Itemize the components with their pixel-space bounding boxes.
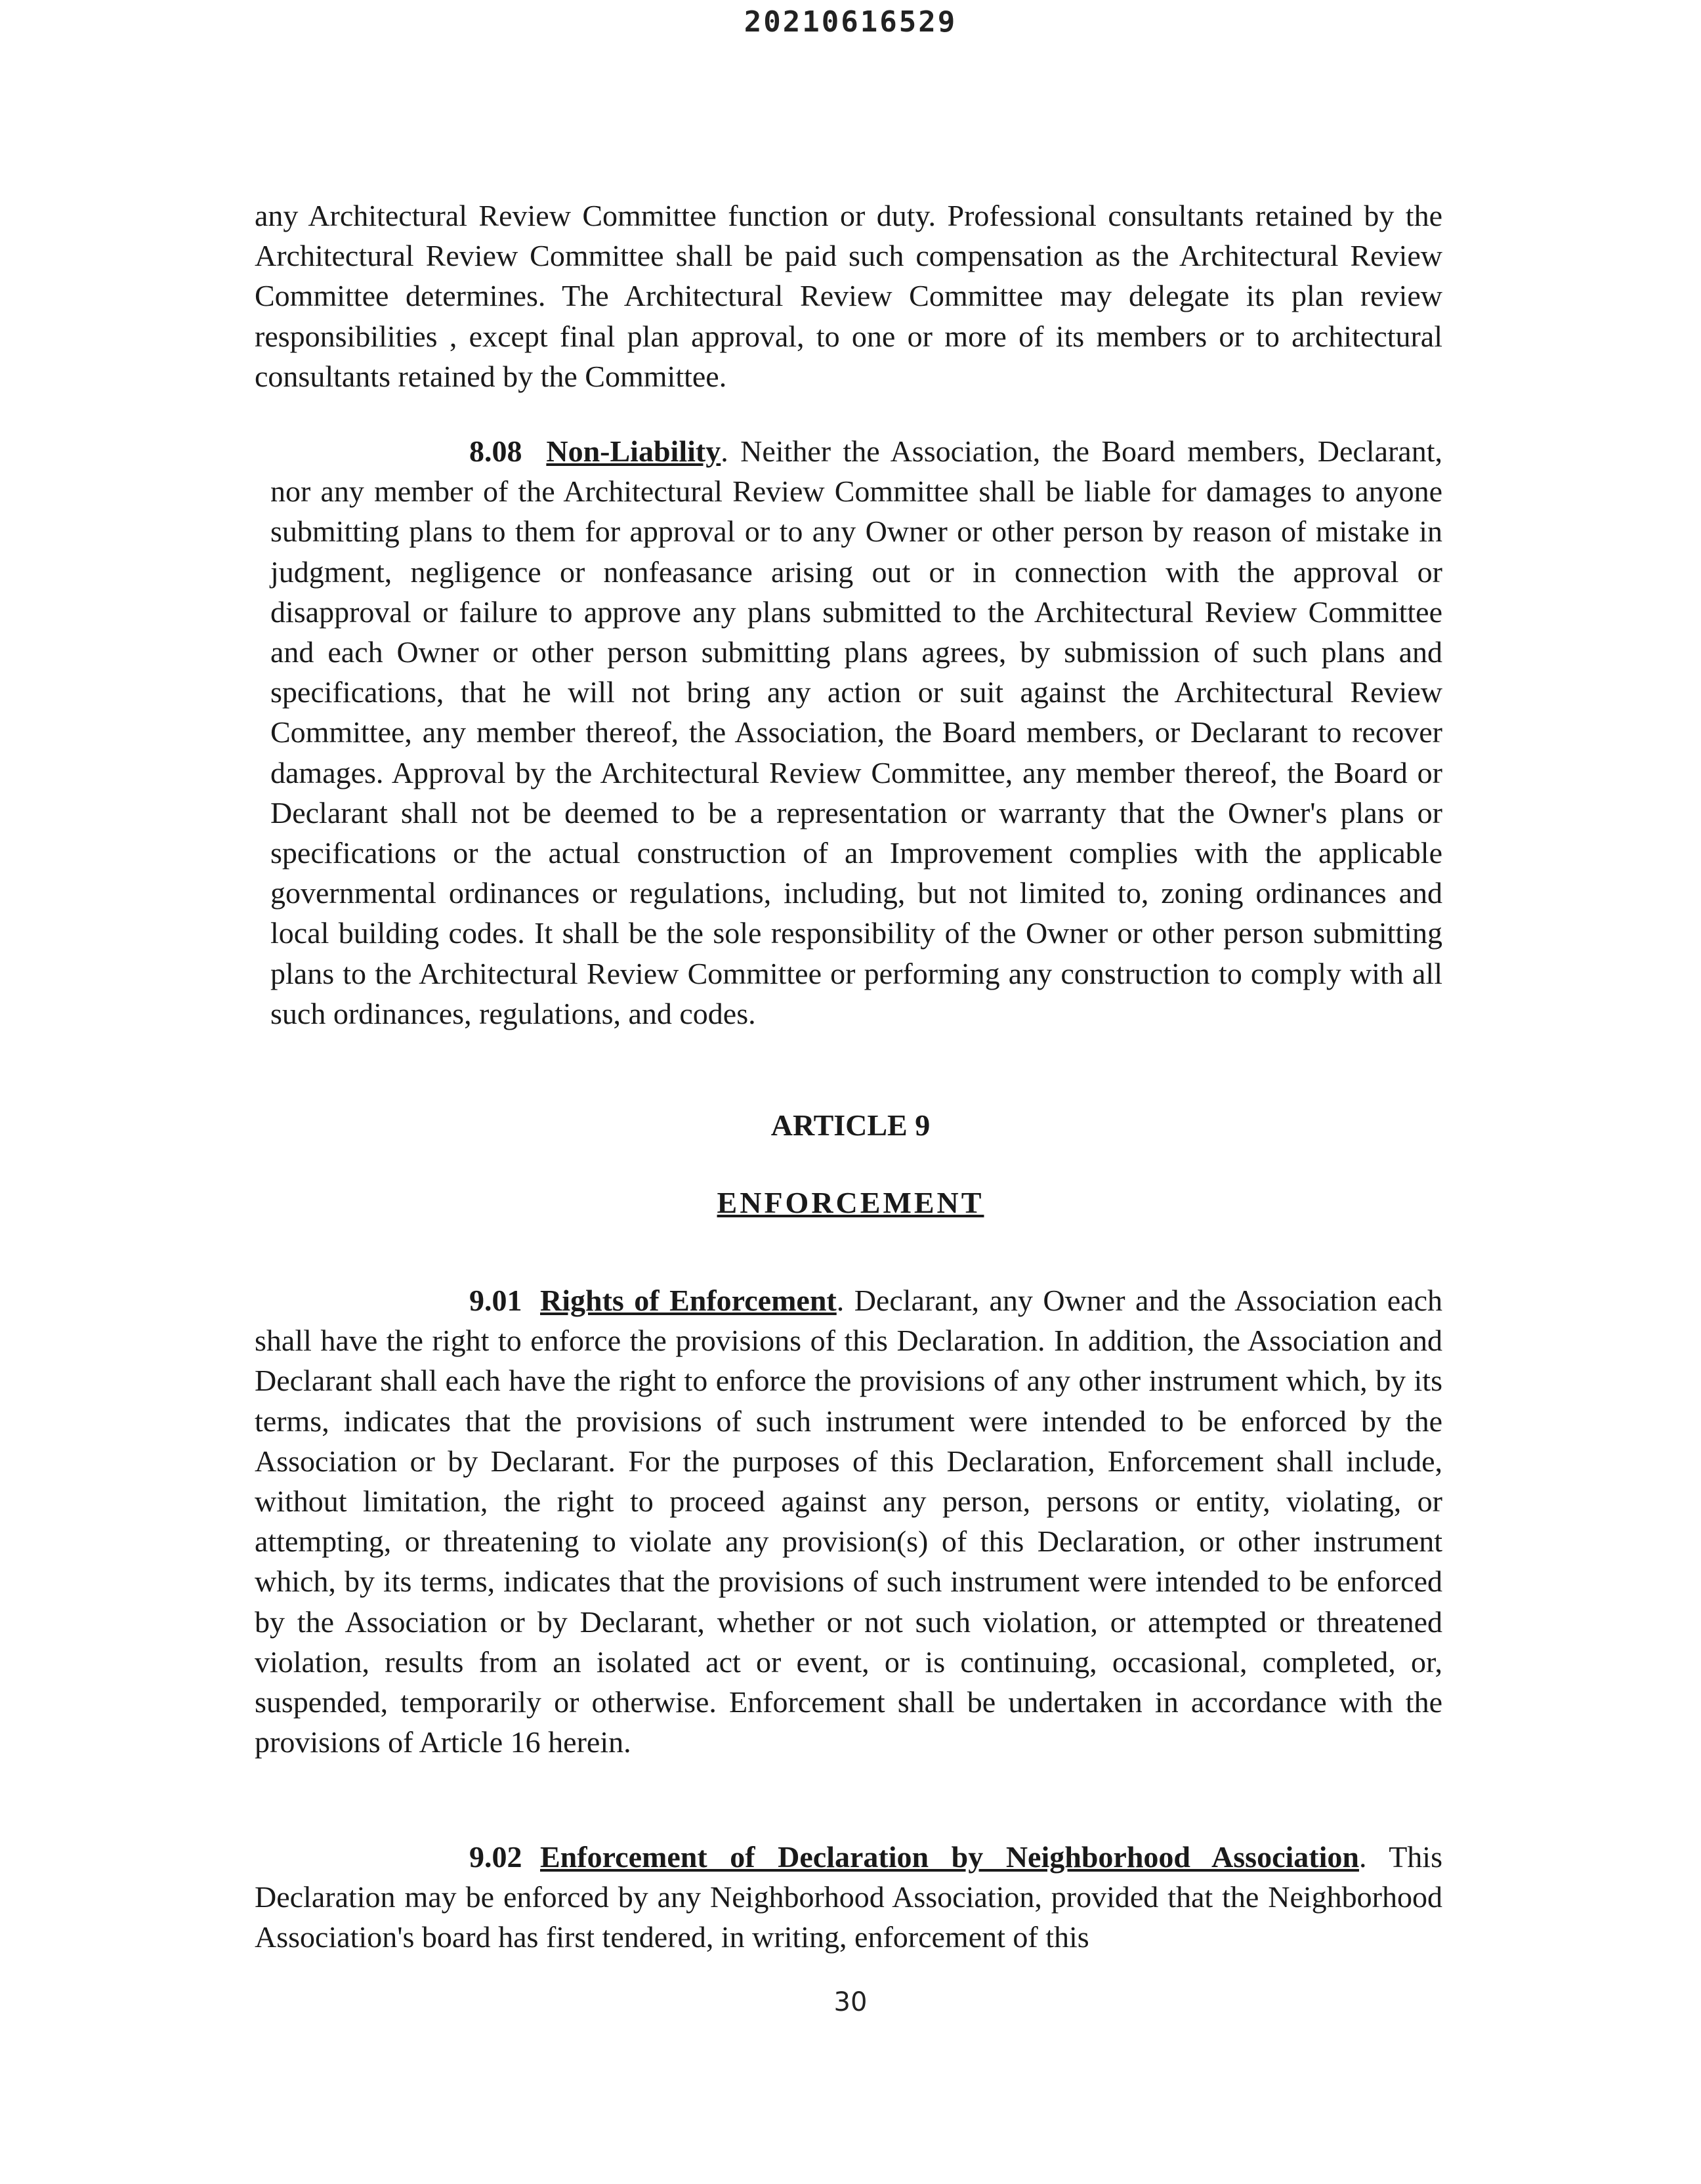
section-number: 9.01 xyxy=(469,1284,522,1317)
document-number: 20210616529 xyxy=(744,5,957,39)
article-title xyxy=(0,1185,1701,1220)
section-8-08-paragraph xyxy=(270,431,1442,1034)
section-title: Non-Liability xyxy=(546,434,721,468)
page-number: 30 xyxy=(833,1987,868,2017)
section-number: 9.02 xyxy=(469,1840,522,1874)
section-body: . This Declaration may be enforced by any Neighborhood Association, provided that the Neighborhood Association's board has first tendered, in writing, enforcement of this xyxy=(255,1840,1442,1954)
section-number: 8.08 xyxy=(469,434,522,468)
section-title: Rights of Enforcement xyxy=(540,1284,837,1317)
article-title-text: ENFORCEMENT xyxy=(717,1186,984,1219)
section-body: . Declarant, any Owner and the Association each shall have the right to enforce the provisions of this Declaration. In addition, the Association and Declarant shall each have the right to enforce the provisions of any other instrument which, by its terms, indicates that the provisions of such instrument were intended to be enforced by the Association or by Declarant. For the purposes of this Declaration, Enforcement shall include, without limitation, the right to proceed against any person, persons or entity, violating, or attempting, or threatening to violate any provision(s) of this Declaration, or other instrument which, by its terms, indicates that the provisions of such instrument were intended to be enforced by the Association or by Declarant, whether or not such violation, or attempted or threatened violation, results from an isolated act or event, or is continuing, occasional, completed, or, suspended, temporarily or otherwise. Enforcement shall be undertaken in accordance with the provisions of Article 16 herein. xyxy=(255,1284,1442,1759)
section-9-01-paragraph xyxy=(255,1280,1442,1762)
section-title: Enforcement of Declaration by Neighborhood Association xyxy=(540,1840,1359,1874)
section-9-02-paragraph xyxy=(255,1837,1442,1958)
section-body: . Neither the Association, the Board members, Declarant, nor any member of the Architectural Review Committee shall be liable for damages to anyone submitting plans to them for approval or to any Owner or other person by reason of mistake in judgment, negligence or nonfeasance arising out or in connection with the approval or disapproval or failure to approve any plans submitted to the Architectural Review Committee and each Owner or other person submitting plans agrees, by submission of such plans and specifications, that he will not bring any action or suit against the Architectural Review Committee, any member thereof, the Association, the Board members, or Declarant to recover damages. Approval by the Architectural Review Committee, any member thereof, the Board or Declarant shall not be deemed to be a representation or warranty that the Owner's plans or specifications or the actual construction of an Improvement complies with the applicable governmental ordinances or regulations, including, but not limited to, zoning ordinances and local building codes. It shall be the sole responsibility of the Owner or other person submitting plans to the Architectural Review Committee or performing any construction to comply with all such ordinances, regulations, and codes. xyxy=(270,434,1443,1030)
article-heading: ARTICLE 9 xyxy=(770,1108,931,1142)
continuation-paragraph: any Architectural Review Committee function or duty. Professional consultants retained by the Architectural Review Committee shall be paid such compensation as the Architectural Review Committee determines. The Architectural Review Committee may delegate its plan review responsibilities , except final plan approval, to one or more of its members or to architectural consultants retained by the Committee. xyxy=(255,199,1442,393)
